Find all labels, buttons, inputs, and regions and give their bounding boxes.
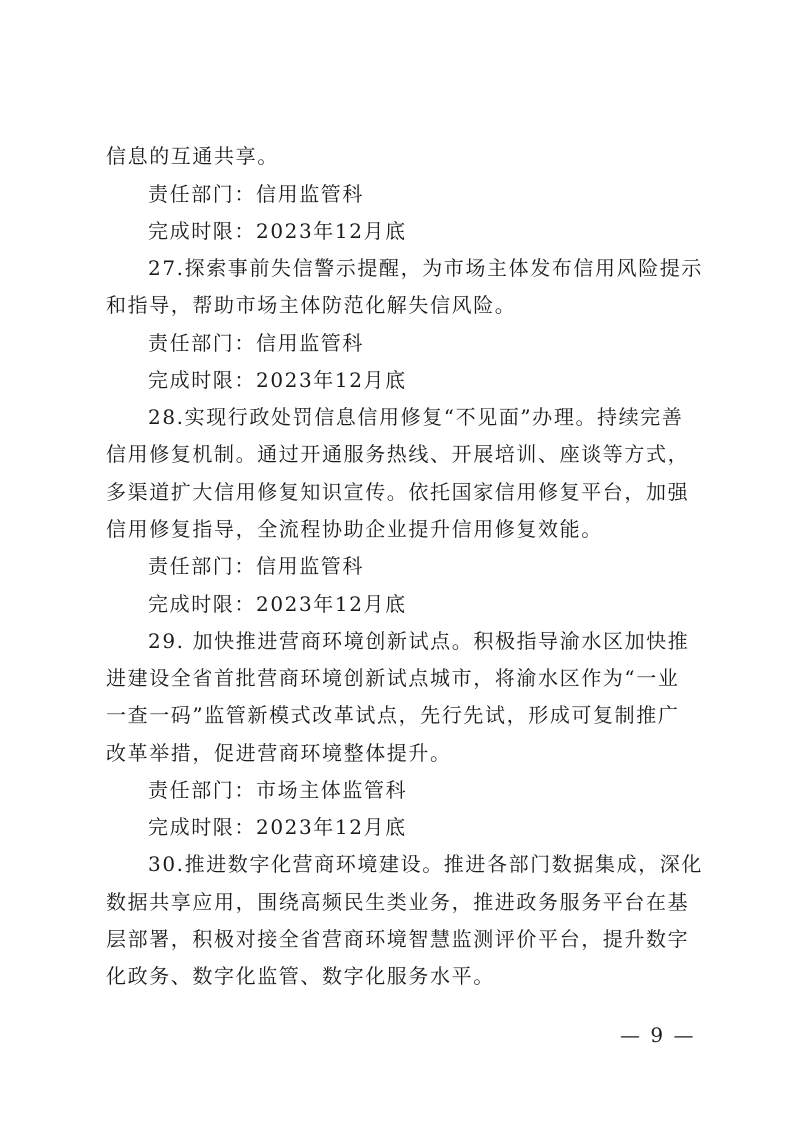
paragraph-line: 多渠道扩大信用修复知识宣传。依托国家信用修复平台，加强 [106,480,690,504]
paragraph-line: 数据共享应用，围绕高频民生类业务，推进政务服务平台在基 [106,890,690,914]
paragraph-line: 化政务、数字化监管、数字化服务水平。 [106,964,495,988]
paragraph-line: 层部署，积极对接全省营商环境智慧监测评价平台，提升数字 [106,927,690,951]
responsible-department: 责任部门：信用监管科 [148,182,364,206]
completion-deadline: 完成时限：2023年12月底 [148,219,407,243]
item-27-heading: 27.探索事前失信警示提醒，为市场主体发布信用风险提示 [148,256,704,280]
paragraph-line: 改革举措，促进营商环境整体提升。 [106,741,452,765]
page-number: — 9 — [620,1023,696,1047]
paragraph-line: 信用修复机制。通过开通服务热线、开展培训、座谈等方式， [106,442,690,466]
paragraph-line: 进建设全省首批营商环境创新试点城市，将渝水区作为“一业 [106,666,680,690]
responsible-department: 责任部门：信用监管科 [148,554,364,578]
completion-deadline: 完成时限：2023年12月底 [148,368,407,392]
paragraph-line: 信息的互通共享。 [106,144,279,168]
paragraph-line: 一查一码”监管新模式改革试点，先行先试，形成可复制推广 [106,703,680,727]
responsible-department: 责任部门：市场主体监管科 [148,778,408,802]
item-30-heading: 30.推进数字化营商环境建设。推进各部门数据集成，深化 [148,852,704,876]
paragraph-line: 和指导，帮助市场主体防范化解失信风险。 [106,293,517,317]
responsible-department: 责任部门：信用监管科 [148,331,364,355]
paragraph-line: 信用修复指导，全流程协助企业提升信用修复效能。 [106,517,603,541]
item-29-heading: 29. 加快推进营商环境创新试点。积极指导渝水区加快推 [148,629,690,653]
completion-deadline: 完成时限：2023年12月底 [148,815,407,839]
item-28-heading: 28.实现行政处罚信息信用修复“不见面”办理。持续完善 [148,405,684,429]
completion-deadline: 完成时限：2023年12月底 [148,592,407,616]
